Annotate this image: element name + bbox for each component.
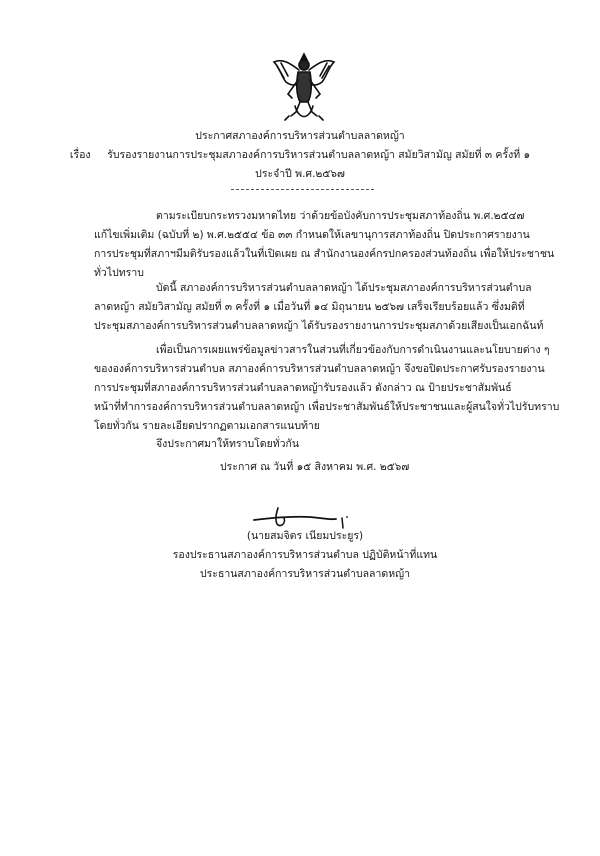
- text-line: แก้ไขเพิ่มเติม (ฉบับที่ ๒) พ.ศ.๒๕๕๔ ข้อ ๓๓ กำหนดให้เลขานุการสภาท้องถิ่น ปิดประกาศรายงาน: [94, 229, 530, 241]
- text-line: จึงประกาศมาให้ทราบโดยทั่วกัน: [156, 438, 300, 450]
- text-line: ตามระเบียบกระทรวงมหาดไทย ว่าด้วยข้อบังคับการประชุมสภาท้องถิ่น พ.ศ.๒๕๔๗: [156, 210, 525, 222]
- text-line: เพื่อเป็นการเผยแพร่ข้อมูลข่าวสารในส่วนที่เกี่ยวข้องกับการดำเนินงานและนโยบายต่าง ๆ: [156, 344, 550, 356]
- signer-position: รองประธานสภาองค์การบริหารส่วนตำบล ปฏิบัติหน้าที่แทน: [172, 549, 438, 561]
- subject-label: เรื่อง: [69, 149, 91, 161]
- announcement-subject: [60, 146, 540, 165]
- fiscal-year: ประจำปี พ.ศ.๒๕๖๗: [255, 168, 345, 180]
- text-line: การประชุมที่สภาฯมีมติรับรองแล้วในที่เปิดเผย ณ สำนักงานองค์กรปกครองส่วนท้องถิ่น เพื่อให้ประชาชน: [94, 248, 555, 260]
- signer-name: (นายสมจิตร เนียมประยูร): [246, 530, 364, 542]
- announcement-date: ประกาศ ณ วันที่ ๑๕ สิงหาคม พ.ศ. ๒๕๖๗: [220, 461, 410, 473]
- text-line: ประชุมสภาองค์การบริหารส่วนตำบลลาดหญ้า ได้รับรองรายงานการประชุมสภาด้วยเสียงเป็นเอกฉันท์: [94, 320, 544, 332]
- separator-line: [231, 189, 374, 190]
- text-line: ขององค์การบริหารส่วนตำบล สภาองค์การบริหารส่วนตำบลลาดหญ้า จึงขอปิดประกาศรับรองรายงาน: [94, 363, 545, 375]
- paragraph-publication: [94, 341, 560, 436]
- announcement-title: ประกาศสภาองค์การบริหารส่วนตำบลลาดหญ้า: [195, 130, 405, 142]
- subject-text: รับรองรายงานการประชุมสภาองค์การบริหารส่วนตำบลลาดหญ้า สมัยวิสามัญ สมัยที่ ๓ ครั้งที่ ๑: [107, 149, 531, 161]
- text-line: ลาดหญ้า สมัยวิสามัญ สมัยที่ ๓ ครั้งที่ ๑ เมื่อวันที่ ๑๔ มิถุนายน ๒๕๖๗ เสร็จเรียบร้อยแล้ว ซึ่งมติที่: [94, 301, 525, 313]
- garuda-emblem: [271, 50, 337, 124]
- text-line: ทั่วไปทราบ: [94, 267, 144, 279]
- text-line: การประชุมที่สภาองค์การบริหารส่วนตำบลลาดหญ้ารับรองแล้ว ดังกล่าว ณ ป้ายประชาสัมพันธ์: [94, 382, 512, 394]
- text-line: หน้าที่ทำการองค์การบริหารส่วนตำบลลาดหญ้า เพื่อประชาสัมพันธ์ให้ประชาชนและผู้สนใจทั่วไปรับทราบ: [94, 401, 560, 413]
- closing-statement: [94, 435, 506, 454]
- paragraph-meeting: [94, 279, 544, 336]
- text-line: โดยทั่วกัน รายละเอียดปรากฏตามเอกสารแนบท้าย: [94, 420, 320, 432]
- signer-position-acting: ประธานสภาองค์การบริหารส่วนตำบลลาดหญ้า: [200, 568, 410, 580]
- text-line: บัดนี้ สภาองค์การบริหารส่วนตำบลลาดหญ้า ได้ประชุมสภาองค์การบริหารส่วนตำบล: [156, 282, 532, 294]
- paragraph-regulation: [94, 207, 555, 283]
